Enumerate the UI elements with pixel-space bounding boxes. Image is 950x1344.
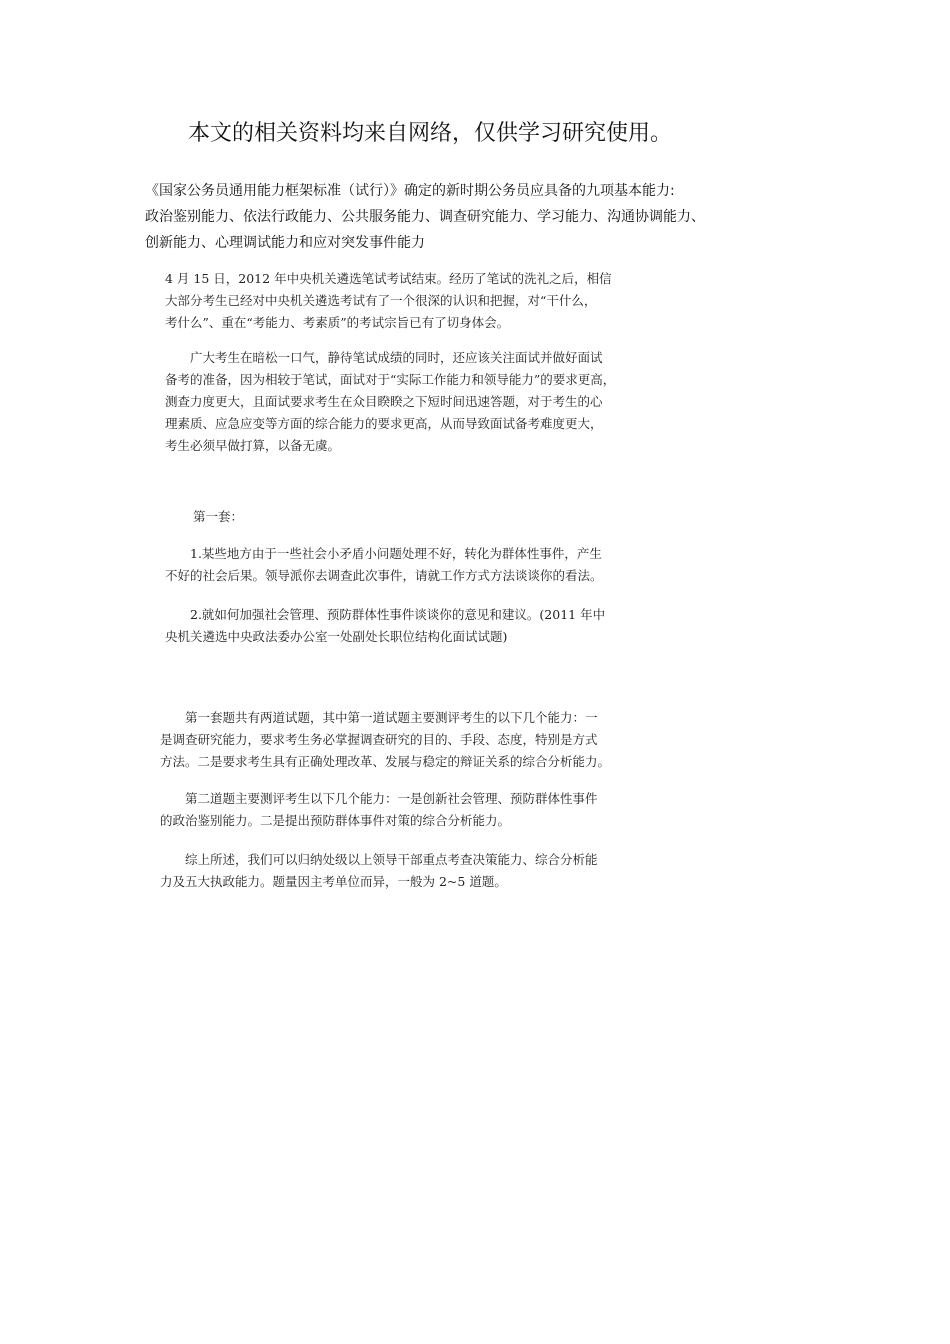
paragraph-line: 2.就如何加强社会管理、预防群体性事件谈谈你的意见和建议。(2011 年中 [190, 607, 606, 622]
paragraph-line: 央机关遴选中央政法委办公室一处副处长职位结构化面试试题) [165, 629, 508, 644]
intro-line: 创新能力、心理调试能力和应对突发事件能力 [145, 235, 425, 251]
question-2 [165, 604, 605, 648]
analysis-paragraph-1 [160, 707, 610, 773]
paragraph-line: 考什么”、重在“考能力、考素质”的考试宗旨已有了切身体会。 [165, 315, 510, 330]
paragraph-line: 力及五大执政能力。题量因主考单位而异，一般为 2~5 道题。 [160, 874, 507, 889]
paragraph-line: 的政治鉴别能力。二是提出预防群体事件对策的综合分析能力。 [160, 813, 511, 828]
paragraph-line: 备考的准备，因为相较于笔试，面试对于“实际工作能力和领导能力”的要求更高， [165, 372, 616, 387]
paragraph-line: 第二道题主要测评考生以下几个能力：一是创新社会管理、预防群体性事件 [185, 791, 598, 806]
paragraph-line: 考生必须早做打算，以备无虞。 [165, 438, 341, 453]
paragraph-line: 理素质、应急应变等方面的综合能力的要求更高，从而导致面试备考难度更大， [165, 416, 603, 431]
paragraph-line: 方法。二是要求考生具有正确处理改革、发展与稳定的辩证关系的综合分析能力。 [160, 754, 611, 769]
paragraph-line: 广大考生在暗松一口气，静待笔试成绩的同时，还应该关注面试并做好面试 [190, 350, 603, 365]
exam-end-paragraph [165, 268, 612, 334]
paragraph-line: 测查力度更大，且面试要求考生在众目睽睽之下短时间迅速答题，对于考生的心 [165, 394, 603, 409]
paragraph-line: 综上所述，我们可以归纳处级以上领导干部重点考查决策能力、综合分析能 [185, 852, 598, 867]
paragraph-line: 1.某些地方由于一些社会小矛盾小问题处理不好，转化为群体性事件，产生 [190, 546, 602, 561]
paragraph-line: 是调查研究能力，要求考生务必掌握调查研究的目的、手段、态度，特别是方式 [160, 732, 598, 747]
interview-prep-paragraph [165, 347, 615, 457]
paragraph-line: 大部分考生已经对中央机关遴选考试有了一个很深的认识和把握，对“干什么， [165, 293, 597, 308]
summary-paragraph [160, 849, 598, 893]
intro-paragraph [145, 178, 835, 256]
intro-line: 政治鉴别能力、依法行政能力、公共服务能力、调查研究能力、学习能力、沟通协调能力、 [145, 209, 705, 225]
paragraph-line: 不好的社会后果。领导派你去调查此次事件，请就工作方式方法谈谈你的看法。 [165, 568, 603, 583]
analysis-paragraph-2 [160, 788, 598, 832]
paragraph-line: 4 月 15 日，2012 年中央机关遴选笔试考试结束。经历了笔试的洗礼之后，相信 [165, 271, 612, 286]
disclaimer-heading: 本文的相关资料均来自网络，仅供学习研究使用。 [188, 121, 673, 146]
paragraph-line: 第一套题共有两道试题，其中第一道试题主要测评考生的以下几个能力：一 [185, 710, 598, 725]
intro-line: 《国家公务员通用能力框架标准（试行）》确定的新时期公务员应具备的九项基本能力: [145, 183, 675, 199]
question-1 [165, 543, 603, 587]
set-heading: 第一套： [193, 509, 244, 524]
